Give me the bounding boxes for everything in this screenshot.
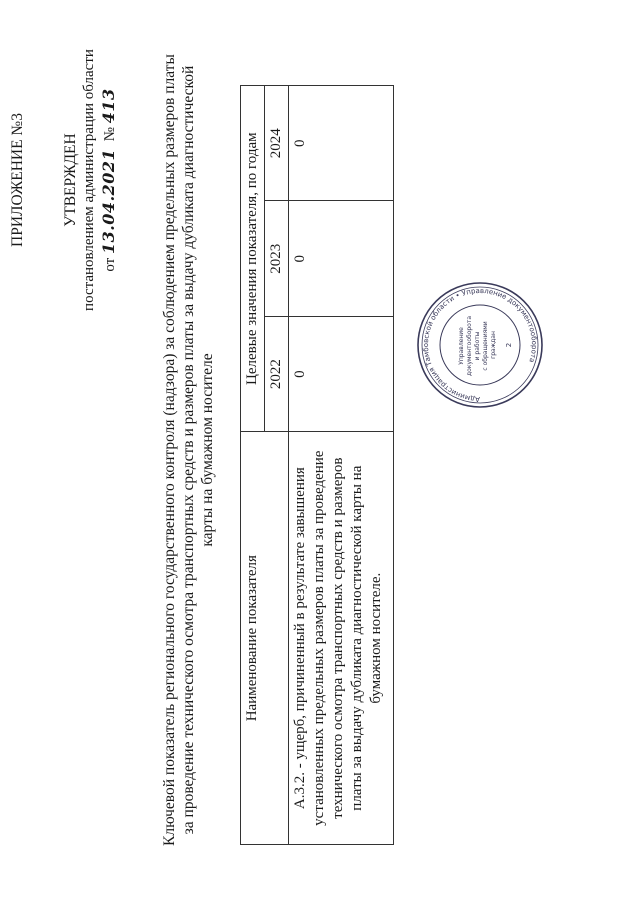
year-header: 2023: [265, 201, 289, 316]
target-value: 0: [289, 86, 394, 201]
number-prefix: №: [102, 127, 118, 142]
table-row: [289, 86, 394, 845]
resolution-label: постановлением администрации области: [81, 49, 97, 311]
date-prefix: от: [102, 257, 118, 272]
handwritten-number: 413: [99, 88, 118, 124]
svg-text:Управление документообор: Управление документооборота и работы с обращениями граждан: [458, 315, 497, 376]
seal-center-number: 2: [505, 342, 513, 348]
official-seal-icon: [415, 280, 545, 410]
col-name-header: Наименование показателя: [241, 432, 289, 845]
handwritten-date: 13.04.2021: [99, 148, 118, 255]
indicator-name: А.3.2. - ущерб, причиненный в результате завышения установленных предельных размеров платы за проведение технического осмотра транспортных средств и размеров платы за выдачу дубликата диагностической карты на бумажном носителе.: [289, 432, 394, 845]
target-value: 0: [289, 201, 394, 316]
approval-block: [8, 10, 120, 350]
year-header: 2022: [265, 316, 289, 431]
target-value: 0: [289, 316, 394, 431]
document-heading: Ключевой показатель регионального государственного контроля (надзора) за соблюдением предельных размеров платы за проведение технического осмотра транспортных средств и размеров платы за выдачу дубликата диагностической карты на бумажном носителе: [161, 54, 216, 846]
seal-outer-text: Администрация Тамбовской области • Управление документооборота: [421, 286, 539, 404]
kpi-table: [240, 85, 394, 845]
approved-label: УТВЕРЖДЕН: [62, 133, 79, 227]
year-header: 2024: [265, 86, 289, 201]
table-header-row: [241, 86, 265, 845]
appendix-label: ПРИЛОЖЕНИЕ №3: [9, 113, 26, 247]
col-target-header: Целевые значения показателя, по годам: [241, 86, 265, 432]
